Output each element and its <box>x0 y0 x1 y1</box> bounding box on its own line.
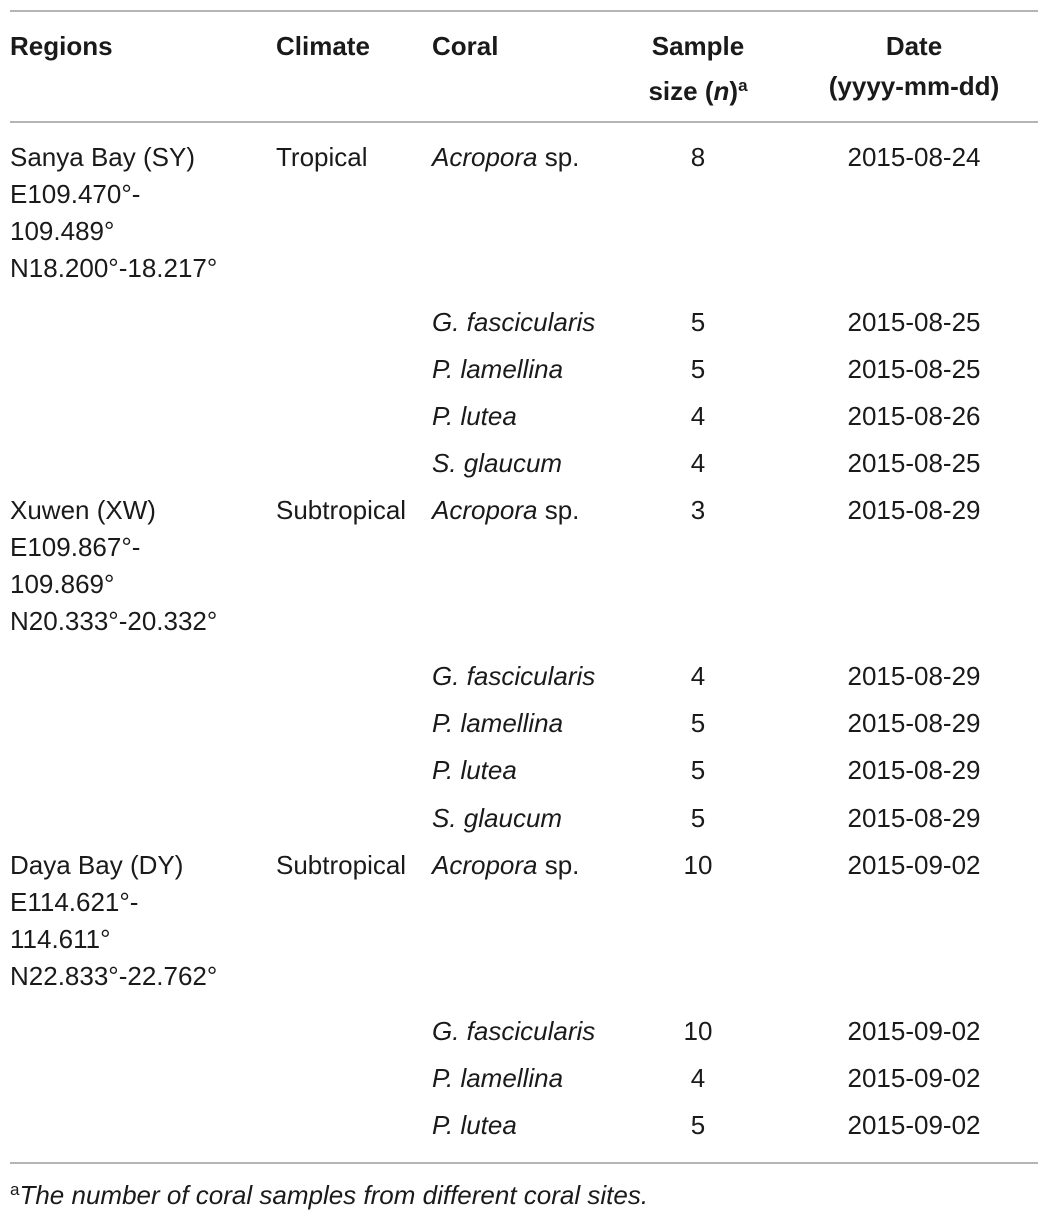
date-cell: 2015-09-02 <box>847 1063 981 1093</box>
sample-size-cell: 3 <box>690 495 706 525</box>
table-top-rule <box>10 10 1038 12</box>
region-name: Xuwen (XW) <box>10 495 156 525</box>
region-name: Daya Bay (DY) <box>10 850 184 880</box>
region-coord: 109.489° <box>10 216 115 246</box>
footnote-marker: a <box>10 1180 20 1199</box>
date-cell: 2015-08-29 <box>847 495 981 525</box>
region-coord: N22.833°-22.762° <box>10 961 218 991</box>
sample-size-cell: 4 <box>690 448 706 478</box>
date-cell: 2015-08-25 <box>847 307 981 337</box>
region-coord: N18.200°-18.217° <box>10 253 218 283</box>
date-cell: 2015-09-02 <box>847 850 981 880</box>
climate-cell: Tropical <box>276 142 368 172</box>
header-sample-line1: Sample <box>651 31 745 61</box>
region-coord: E114.621°- <box>10 887 139 917</box>
coral-cell: S. glaucum <box>432 448 563 478</box>
climate-cell: Subtropical <box>276 850 407 880</box>
coral-cell: P. lutea <box>432 401 517 431</box>
coral-cell: S. glaucum <box>432 803 563 833</box>
coral-cell: G. fascicularis <box>432 1016 596 1046</box>
coral-cell: G. fascicularis <box>432 307 596 337</box>
coral-cell: P. lamellina <box>432 1063 564 1093</box>
sample-size-cell: 10 <box>683 850 713 880</box>
sample-size-cell: 5 <box>690 307 706 337</box>
region-coord: E109.867°- <box>10 532 141 562</box>
date-cell: 2015-08-29 <box>847 755 981 785</box>
region-coord: N20.333°-20.332° <box>10 606 218 636</box>
header-date-line1: Date <box>885 31 943 61</box>
sample-size-cell: 10 <box>683 1016 713 1046</box>
coral-cell: P. lutea <box>432 1110 517 1140</box>
date-cell: 2015-08-26 <box>847 401 981 431</box>
sample-size-cell: 4 <box>690 401 706 431</box>
header-bottom-rule <box>10 121 1038 123</box>
sample-size-cell: 5 <box>690 755 706 785</box>
region-cell <box>10 492 217 640</box>
header-climate: Climate <box>276 31 370 61</box>
region-coord: E109.470°- <box>10 179 141 209</box>
coral-cell: Acropora sp. <box>432 495 580 525</box>
sample-size-cell: 4 <box>690 1063 706 1093</box>
sample-size-cell: 5 <box>690 354 706 384</box>
date-cell: 2015-09-02 <box>847 1016 981 1046</box>
date-cell: 2015-08-29 <box>847 803 981 833</box>
date-cell: 2015-08-25 <box>847 354 981 384</box>
table-bottom-rule <box>10 1162 1038 1164</box>
coral-cell: P. lamellina <box>432 354 564 384</box>
sample-size-cell: 5 <box>690 1110 706 1140</box>
footnote-text: The number of coral samples from different coral sites. <box>19 1180 649 1210</box>
climate-cell: Subtropical <box>276 495 407 525</box>
date-cell: 2015-08-29 <box>847 661 981 691</box>
region-cell <box>10 139 217 287</box>
date-cell: 2015-09-02 <box>847 1110 981 1140</box>
sample-size-cell: 8 <box>690 142 706 172</box>
coral-cell: P. lutea <box>432 755 517 785</box>
region-name: Sanya Bay (SY) <box>10 142 195 172</box>
header-sample-line2: size $(n)^a$ <box>648 76 748 106</box>
coral-cell: Acropora sp. <box>432 850 580 880</box>
region-coord: 114.611° <box>10 924 111 954</box>
coral-cell: G. fascicularis <box>432 661 596 691</box>
coral-cell: Acropora sp. <box>432 142 580 172</box>
region-coord: 109.869° <box>10 569 115 599</box>
sample-size-cell: 5 <box>690 708 706 738</box>
sample-size-cell: 4 <box>690 661 706 691</box>
date-cell: 2015-08-24 <box>847 142 981 172</box>
date-cell: 2015-08-25 <box>847 448 981 478</box>
coral-cell: P. lamellina <box>432 708 564 738</box>
table-footnote <box>10 1170 648 1215</box>
header-date-line2: (yyyy-mm-dd) <box>828 71 1000 101</box>
region-cell <box>10 847 217 995</box>
date-cell: 2015-08-29 <box>847 708 981 738</box>
sample-size-cell: 5 <box>690 803 706 833</box>
header-regions: Regions <box>10 31 113 61</box>
header-coral: Coral <box>432 31 499 61</box>
